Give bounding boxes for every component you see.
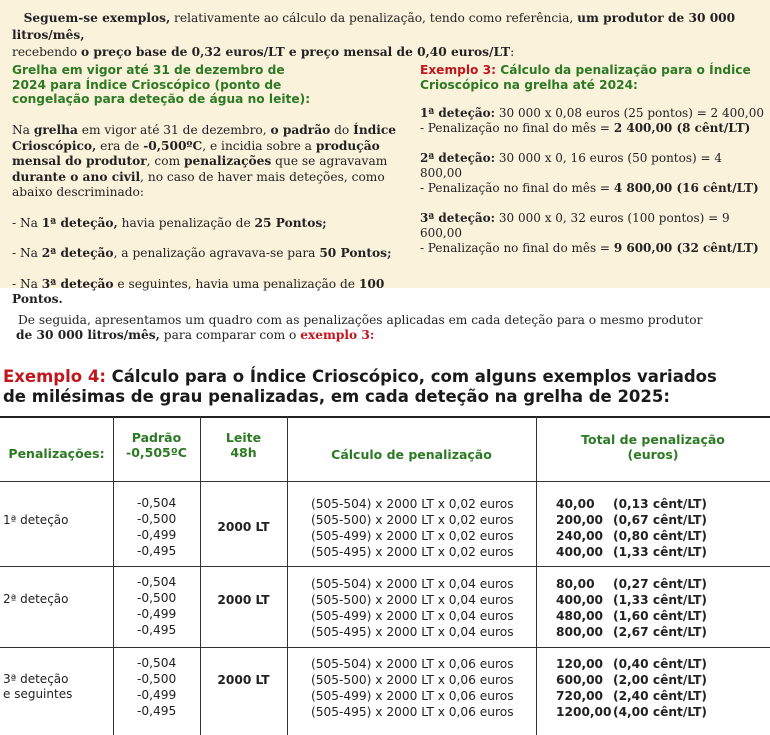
intro-lead: Seguem-se exemplos, [23,11,171,25]
exemplo3-group-2: 2ª deteção: 30 000 x 0, 16 euros (50 pontos) = 4 800,00 - Penalização no final do mês = 4 800,00 (16 cênt/LT) [420,151,759,195]
exemplo4-label: Exemplo 4: [3,367,106,386]
row-leite-2: 2000 LT [217,593,270,607]
table-col-rule [536,416,537,735]
header-calculo: Cálculo de penalização [331,447,492,462]
row-label-3: 3ª deteção e seguintes [3,672,73,701]
row-leite-3: 2000 LT [217,673,270,687]
grelha-text [12,123,404,308]
row-calc-3: (505-504) x 2000 LT x 0,06 euros (505-500) x 2000 LT x 0,06 euros (505-499) x 2000 LT x 0,06 euros (505-495) x 2000 LT x 0,06 euros [311,657,514,719]
row-calc-1: (505-504) x 2000 LT x 0,02 euros (505-500) x 2000 LT x 0,02 euros (505-499) x 2000 LT x 0,02 euros (505-495) x 2000 LT x 0,02 euros [311,497,514,559]
exemplo3-group-1: 1ª deteção: 30 000 x 0,08 euros (25 pontos) = 2 400,00 - Penalização no final do mês = 2 400,00 (8 cênt/LT) [420,106,764,135]
intro-prices: o preço base de 0,32 euros/LT e preço mensal de 0,40 euros/LT [80,45,511,59]
penalty-table [0,416,770,735]
row-total-2: 80,00 (0,27 cênt/LT) 400,00 (1,33 cênt/LT) 480,00 (1,60 cênt/LT) 800,00 (2,67 cênt/LT) [556,577,707,639]
row-calc-2: (505-504) x 2000 LT x 0,04 euros (505-500) x 2000 LT x 0,04 euros (505-499) x 2000 LT x 0,04 euros (505-495) x 2000 LT x 0,04 euros [311,577,514,639]
intro-colon: : [510,45,515,59]
header-penalizacoes: Penalizações: [8,446,105,461]
intro-text: relativamente ao cálculo da penalização, tendo como referência, [170,11,578,25]
grelha-item-3: - Na 3ª deteção e seguintes, havia uma penalização de 100 Pontos. [12,276,385,306]
table-header-rule [0,481,770,482]
row-padrao-1: -0,504 -0,500 -0,499 -0,495 [137,496,177,558]
grelha-item-2: - Na 2ª deteção, a penalização agravava-se para 50 Pontos; [12,246,392,260]
exemplo3-title: Exemplo 3: Cálculo da penalização para o Índice Crioscópico na grelha até 2024: [420,63,751,92]
intro-producer: um produtor de 30 000 litros/mês, [12,11,736,42]
row-padrao-2: -0,504 -0,500 -0,499 -0,495 [137,575,177,637]
grelha-item-1: - Na 1ª deteção, havia penalização de 25 Pontos; [12,215,327,230]
row-total-3: 120,00 (0,40 cênt/LT) 600,00 (2,00 cênt/LT) 720,00 (2,40 cênt/LT) 1200,00(4,00 cênt/LT) [556,657,707,719]
table-col-rule [113,416,114,735]
table-row-rule [0,566,770,567]
row-leite-1: 2000 LT [217,520,270,534]
table-top-rule [0,416,770,418]
exemplo3-label: Exemplo 3: [420,63,497,77]
between-paragraph: De seguida, apresentamos um quadro com as penalizações aplicadas em cada deteção para o mesmo produtor de 30 000 litros/mês, para comparar com o exemplo 3: [16,313,703,342]
exemplo3-reference: exemplo 3: [300,328,375,342]
row-padrao-3: -0,504 -0,500 -0,499 -0,495 [137,656,177,718]
grelha-title: Grelha em vigor até 31 de dezembro de 2024 para Índice Crioscópico (ponto de congelação para deteção de água no leite): [12,63,311,106]
header-leite: Leite 48h [225,430,262,460]
header-total: Total de penalização (euros) [581,432,725,462]
exemplo3-lines [420,106,765,271]
table-col-rule [287,416,288,735]
row-total-1: 40,00 (0,13 cênt/LT) 200,00 (0,67 cênt/LT) 240,00 (0,80 cênt/LT) 400,00 (1,33 cênt/LT) [556,497,707,559]
intro-paragraph [12,10,760,61]
grelha-paragraph: Na grelha em vigor até 31 de dezembro, o padrão do Índice Crioscópico, era de -0,500ºC, e incidia sobre a produção mensal do produtor, com penalizações que se agravavam durante o ano civil, no caso de haver mais deteções, como abaixo descriminado: [12,123,397,199]
table-row-rule [0,647,770,648]
exemplo3-group-3: 3ª deteção: 30 000 x 0, 32 euros (100 pontos) = 9 600,00 - Penalização no final do mês = 9 600,00 (32 cênt/LT) [420,211,759,255]
intro-text-2: recebendo [12,45,81,59]
row-label-2: 2ª deteção [3,592,69,606]
header-padrao: Padrão -0,505ºC [126,430,187,460]
exemplo4-title: Exemplo 4: Cálculo para o Índice Crioscópico, com alguns exemplos variados de milésimas de grau penalizadas, em cada deteção na grelha de 2025: [3,367,717,406]
row-label-1: 1ª deteção [3,513,69,527]
